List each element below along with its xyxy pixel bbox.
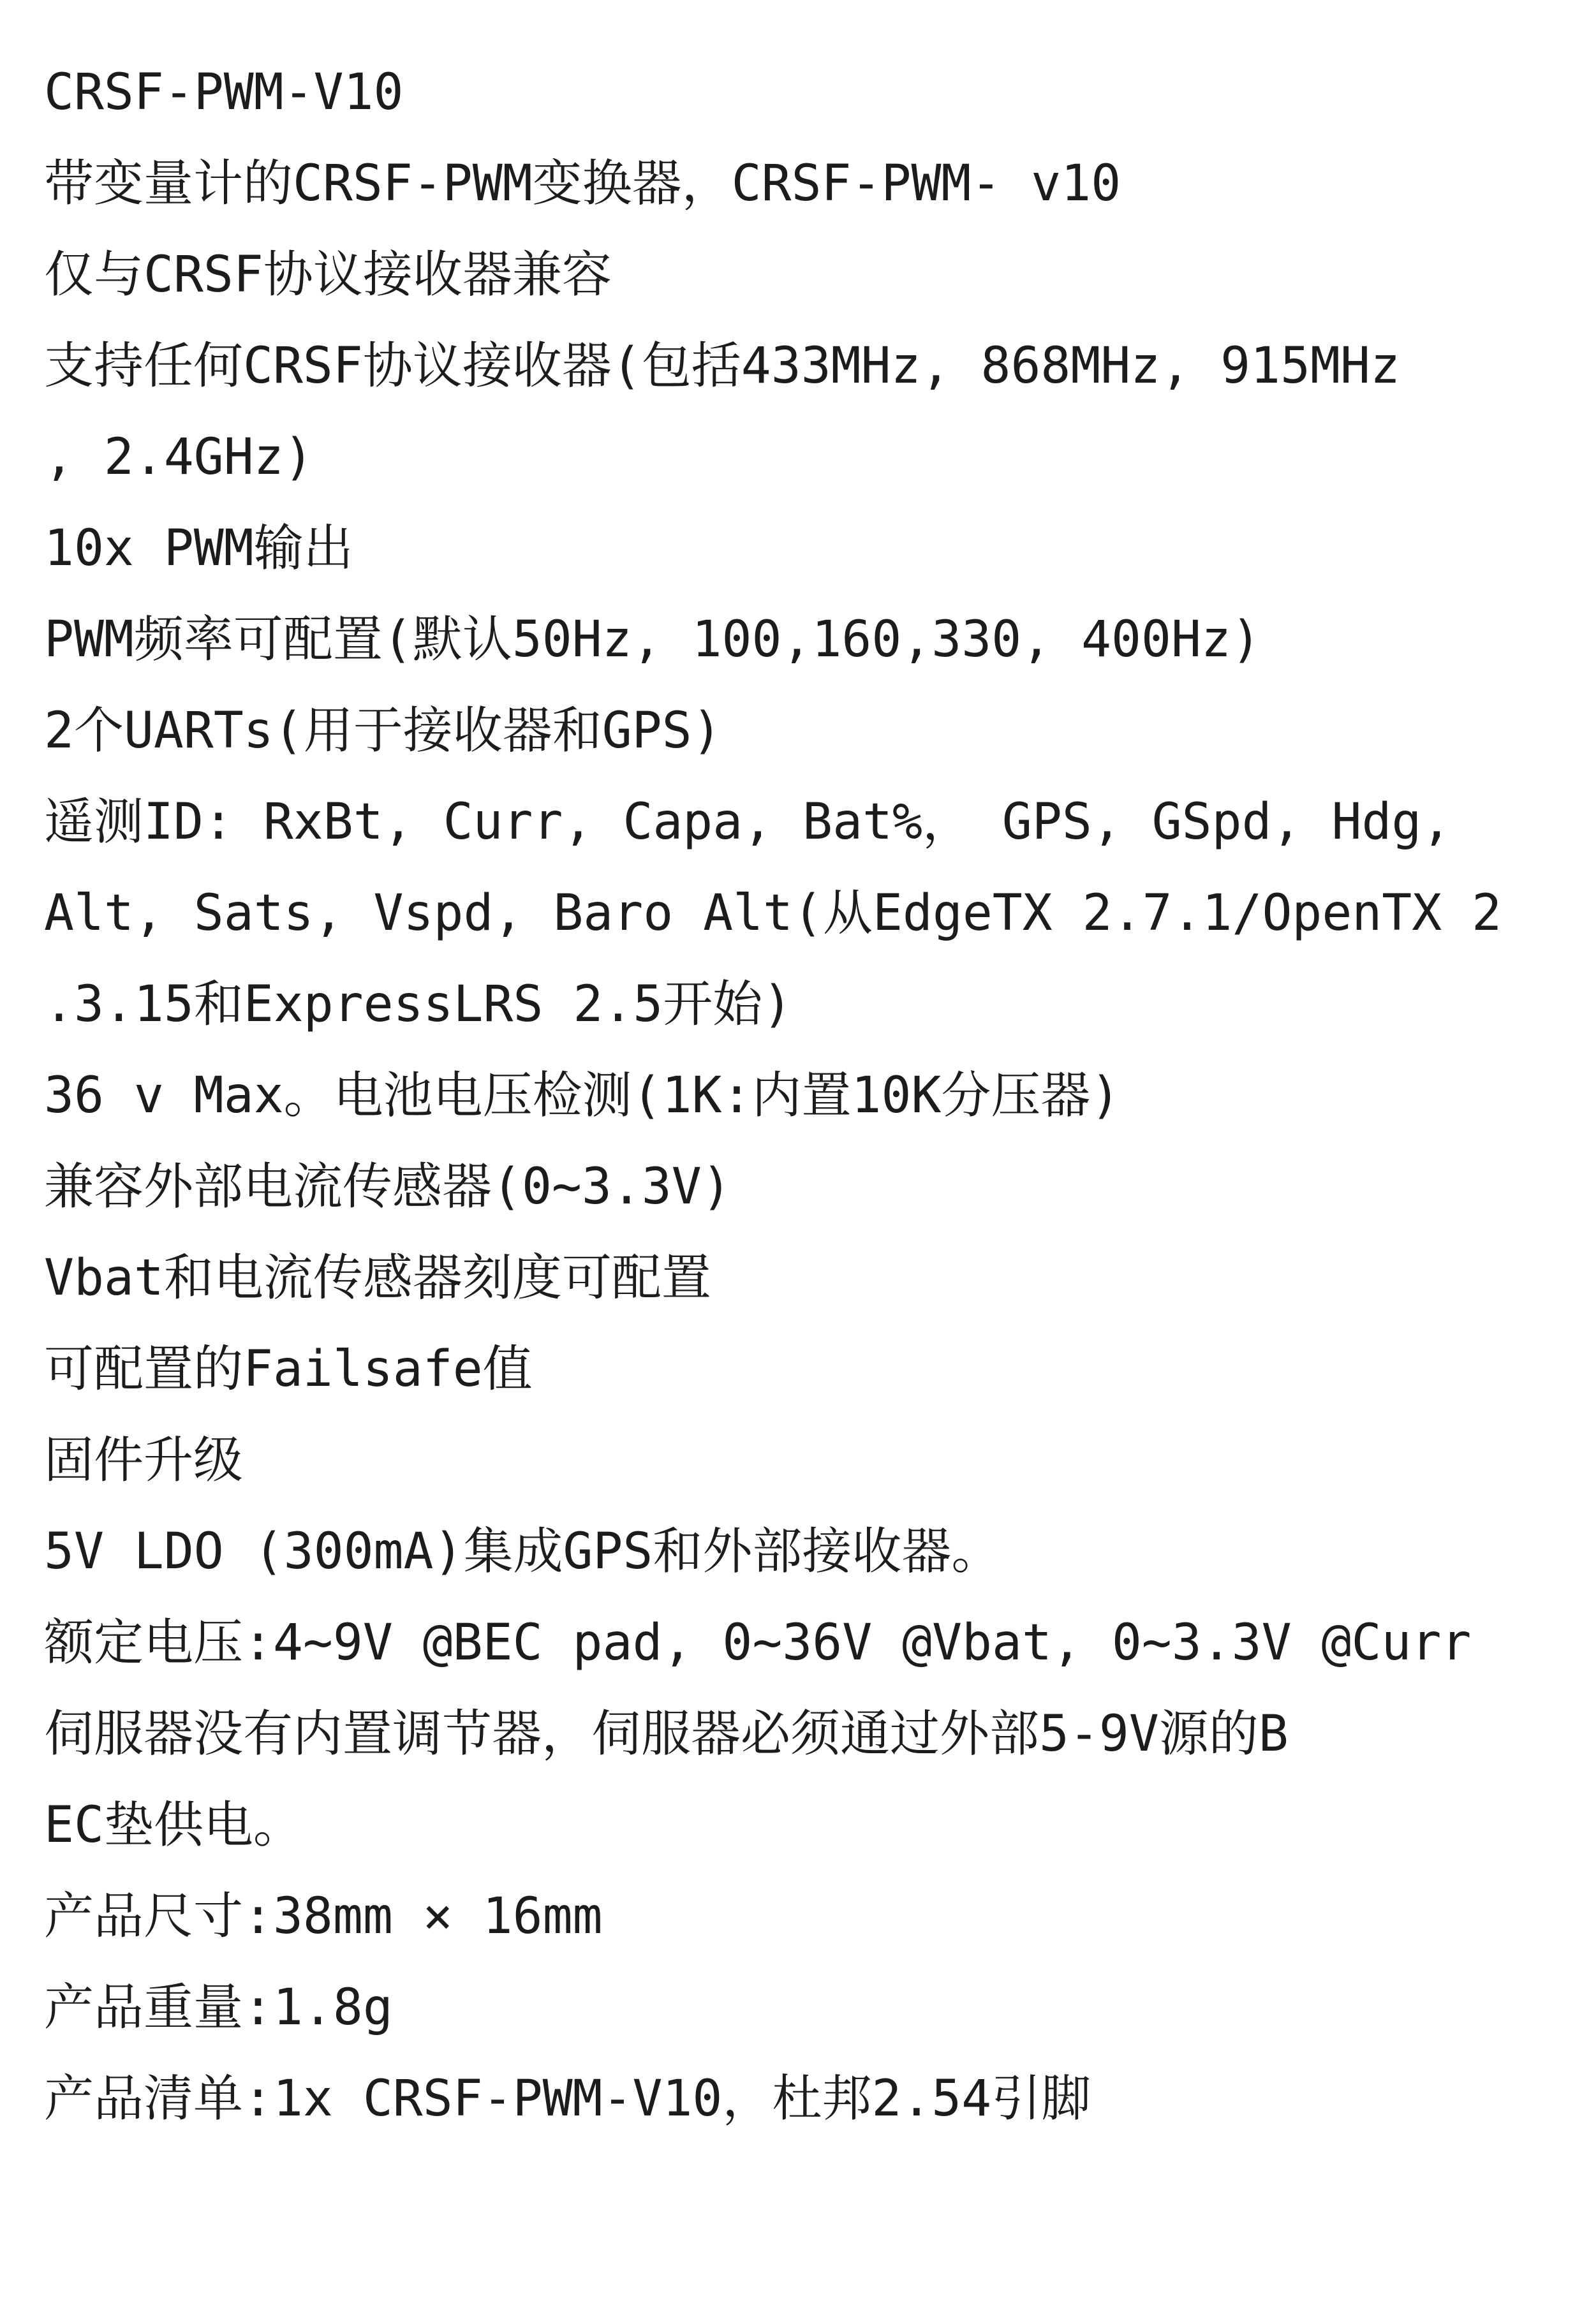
text-line: 36 v Max。电池电压检测(1K:内置10K分压器) (44, 1067, 1121, 1124)
text-line: 5V LDO (300mA)集成GPS和外部接收器。 (44, 1523, 1002, 1580)
text-line: Vbat和电流传感器刻度可配置 (44, 1249, 711, 1307)
text-line: 产品尺寸:38mm × 16mm (44, 1888, 603, 1945)
text-line: .3.15和ExpressLRS 2.5开始) (44, 976, 793, 1033)
text-line: 带变量计的CRSF-PWM变换器，CRSF-PWM- v10 (44, 155, 1121, 212)
text-line: 固件升级 (44, 1432, 244, 1489)
text-line: 产品清单:1x CRSF-PWM-V10，杜邦2.54引脚 (44, 2070, 1091, 2128)
text-line: 产品重量:1.8g (44, 1979, 393, 2036)
text-line: 兼容外部电流传感器(0~3.3V) (44, 1158, 732, 1216)
text-line: EC垫供电。 (44, 1797, 303, 1854)
text-line: 额定电压:4~9V @BEC pad, 0~36V @Vbat, 0~3.3V @Curr (44, 1614, 1472, 1672)
text-line: 2个UARTs(用于接收器和GPS) (44, 702, 722, 760)
text-line: 支持任何CRSF协议接收器(包括433MHz, 868MHz, 915MHz (44, 337, 1400, 395)
text-line: 伺服器没有内置调节器，伺服器必须通过外部5-9V源的B (44, 1705, 1289, 1763)
text-line: 10x PWM输出 (44, 520, 353, 577)
text-line: , 2.4GHz) (44, 429, 314, 486)
text-line: 仅与CRSF协议接收器兼容 (44, 246, 612, 304)
text-line: 可配置的Failsafe值 (44, 1341, 533, 1398)
text-line: 遥测ID: RxBt, Curr, Capa, Bat%， GPS, GSpd, Hdg, (44, 793, 1452, 851)
text-line: Alt, Sats, Vspd, Baro Alt(从EdgeTX 2.7.1/OpenTX 2 (44, 885, 1502, 942)
text-line: CRSF-PWM-V10 (44, 64, 404, 121)
text-line: PWM频率可配置(默认50Hz, 100,160,330, 400Hz) (44, 611, 1261, 668)
